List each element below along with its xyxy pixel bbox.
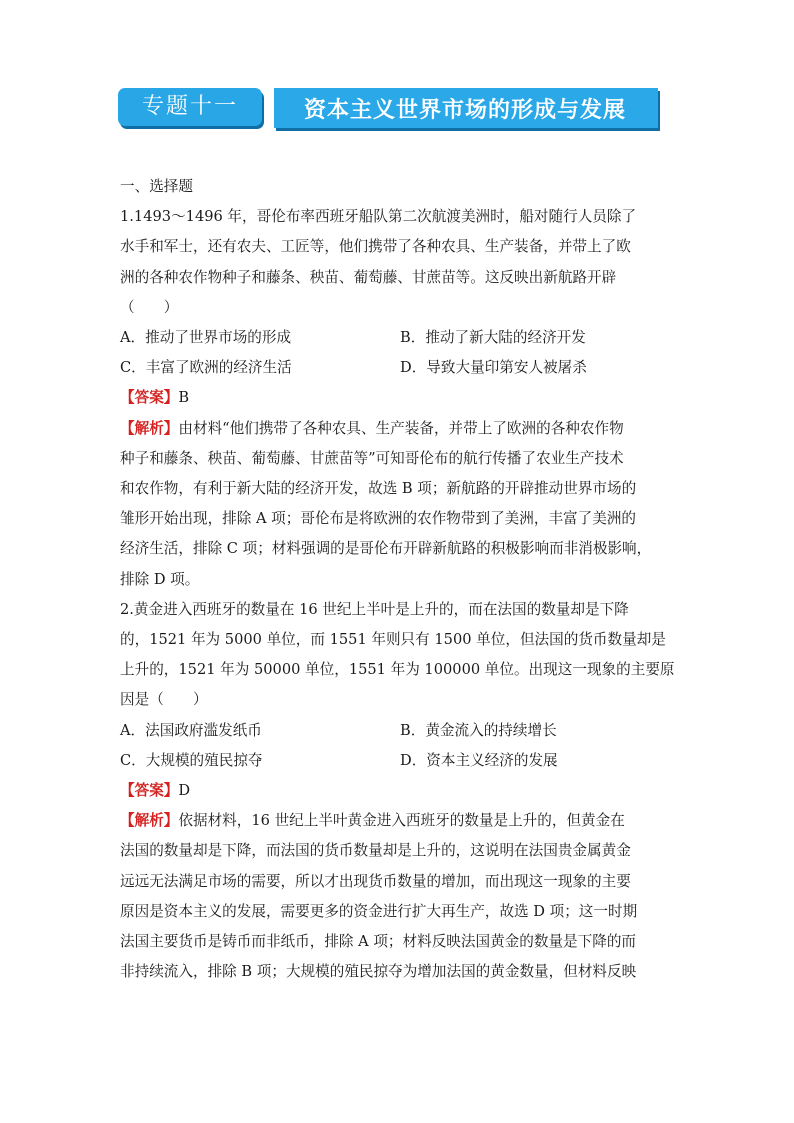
question-2: [120, 595, 680, 988]
option-a: A．法国政府滥发纸币: [120, 721, 262, 739]
option-d: D．导致大量印第安人被屠杀: [400, 359, 587, 377]
options-row: [120, 716, 680, 746]
options-row: [120, 746, 680, 776]
question-stem-line: 的，1521 年为 5000 单位，而 1551 年则只有 1500 单位，但法国的货币数量却是: [120, 631, 666, 649]
option-c: C．丰富了欧洲的经济生活: [120, 359, 292, 377]
answer-value: B: [178, 389, 190, 407]
analysis-line: 雏形开始出现，排除 A 项；哥伦布是将欧洲的农作物带到了美洲，丰富了美洲的: [120, 510, 637, 528]
analysis-line: 经济生活，排除 C 项；材料强调的是哥伦布开辟新航路的积极影响而非消极影响，: [120, 540, 652, 558]
option-b: B．黄金流入的持续增长: [400, 721, 557, 739]
question-stem-line: 上升的，1521 年为 50000 单位，1551 年为 100000 单位。出现这一现象的主要原: [120, 661, 675, 679]
options-row: [120, 353, 680, 383]
option-b: B．推动了新大陆的经济开发: [400, 329, 586, 347]
analysis-line: 和农作物，有利于新大陆的经济开发，故选 B 项；新航路的开辟推动世界市场的: [120, 480, 637, 497]
question-stem-line: 水手和军士，还有农夫、工匠等，他们携带了各种农具、生产装备，并带上了欧: [120, 238, 631, 256]
question-stem-line: 2.黄金进入西班牙的数量在 16 世纪上半叶是上升的，而在法国的数量却是下降: [120, 600, 629, 618]
analysis-line: 种子和藤条、秧苗、葡萄藤、甘蔗苗等”可知哥伦布的航行传播了农业生产技术: [120, 449, 624, 467]
analysis-line: 法国主要货币是铸币而非纸币，排除 A 项；材料反映法国黄金的数量是下降的而: [120, 933, 637, 951]
answer-label: 【答案】: [120, 782, 179, 799]
option-c: C．大规模的殖民掠夺: [120, 751, 263, 769]
option-a: A．推动了世界市场的形成: [120, 329, 292, 347]
analysis-line: 非持续流入，排除 B 项；大规模的殖民掠夺为增加法国的黄金数量，但材料反映: [120, 963, 637, 981]
analysis-line: 排除 D 项。: [120, 570, 200, 588]
question-stem-line: （ ）: [120, 298, 179, 316]
section-title: 一、选择题: [120, 178, 193, 195]
answer-line: [120, 776, 680, 806]
answer-value: D: [178, 782, 191, 799]
analysis-text: 由材料“他们携带了各种农具、生产装备，并带上了欧洲的各种农作物: [178, 419, 624, 437]
question-1: [120, 202, 680, 595]
answer-line: [120, 383, 680, 413]
analysis-line: [120, 414, 680, 444]
analysis-line: 远远无法满足市场的需要，所以才出现货币数量的增加，而出现这一现象的主要: [120, 872, 631, 890]
answer-label: 【答案】: [120, 389, 179, 407]
question-stem-line: 因是（ ）: [120, 691, 208, 709]
topic-number-tag: 专题十一: [118, 88, 262, 126]
analysis-label: 【解析】: [120, 419, 179, 437]
analysis-text: 依据材料，16 世纪上半叶黄金进入西班牙的数量是上升的，但黄金在: [178, 812, 625, 830]
question-stem-line: 洲的各种农作物种子和藤条、秧苗、葡萄藤、甘蔗苗等。这反映出新航路开辟: [120, 268, 617, 286]
analysis-line: 原因是资本主义的发展，需要更多的资金进行扩大再生产，故选 D 项；这一时期: [120, 902, 638, 920]
option-d: D．资本主义经济的发展: [400, 751, 558, 769]
analysis-label: 【解析】: [120, 812, 179, 830]
analysis-line: 法国的数量却是下降，而法国的货币数量却是上升的，这说明在法国贵金属黄金: [120, 842, 631, 860]
analysis-line: [120, 806, 680, 836]
question-stem-line: 1.1493～1496 年，哥伦布率西班牙船队第二次航渡美洲时，船对随行人员除了: [120, 208, 637, 226]
options-row: [120, 323, 680, 353]
document-body: [120, 172, 680, 987]
topic-title-banner: 资本主义世界市场的形成与发展: [274, 88, 658, 128]
